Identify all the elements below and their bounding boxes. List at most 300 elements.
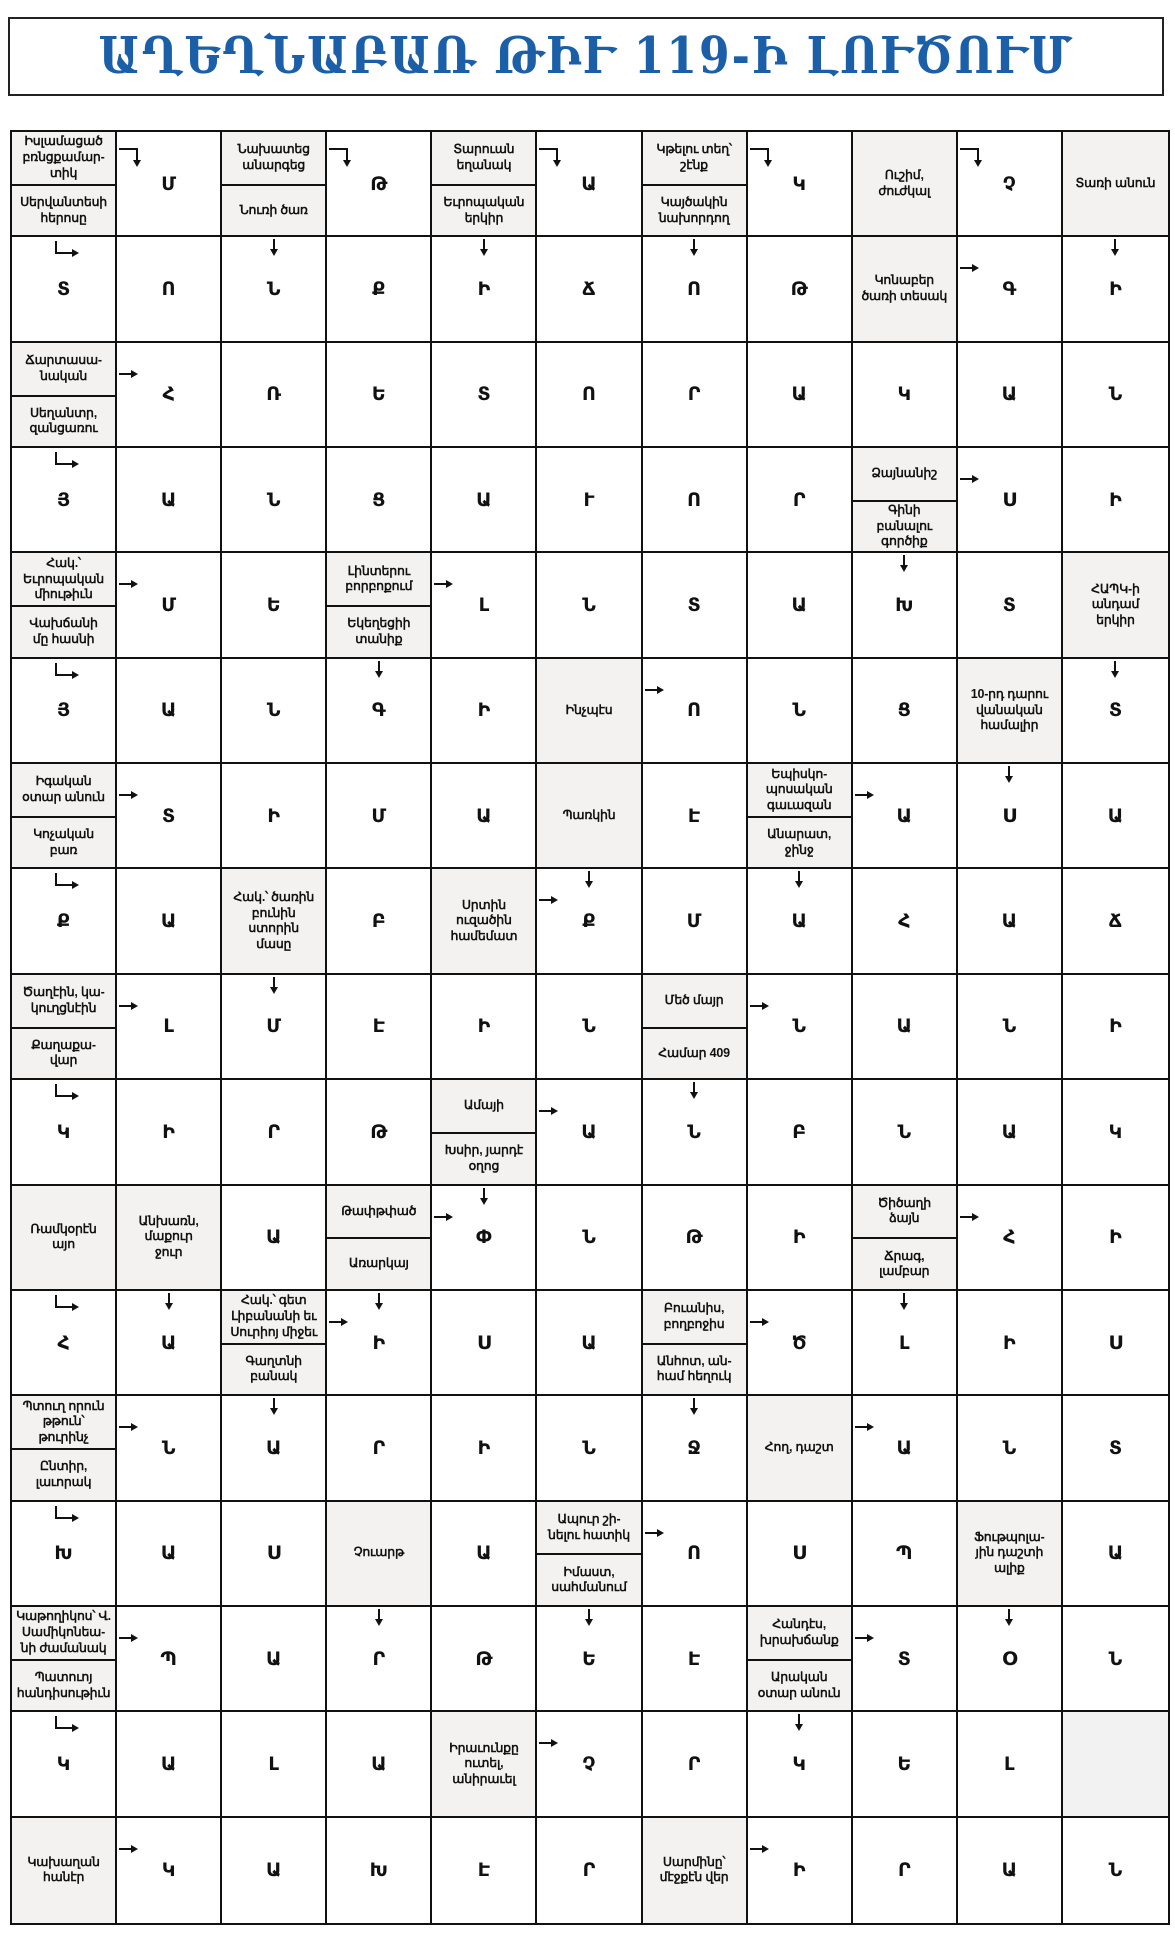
clue-cell <box>537 1502 642 1607</box>
answer-cell[interactable] <box>12 237 117 342</box>
answer-letter: Ն <box>582 1436 596 1459</box>
clue-cell <box>748 1607 853 1712</box>
answer-cell[interactable] <box>432 237 537 342</box>
clue-cell <box>643 132 748 237</box>
answer-cell[interactable] <box>432 1607 537 1712</box>
answer-letter: Ի <box>792 1859 806 1882</box>
answer-letter: Ն <box>266 699 281 722</box>
answer-cell[interactable] <box>327 975 432 1080</box>
answer-cell[interactable] <box>853 975 958 1080</box>
answer-cell[interactable] <box>748 553 853 658</box>
answer-cell[interactable] <box>327 1080 432 1185</box>
answer-letter: Ր <box>372 1436 386 1459</box>
answer-cell[interactable] <box>222 1712 327 1817</box>
answer-letter: Պ <box>896 1542 913 1565</box>
answer-cell[interactable] <box>117 659 222 764</box>
answer-cell[interactable] <box>748 1080 853 1185</box>
answer-letter: Ն <box>266 278 281 301</box>
title-banner <box>8 17 1164 96</box>
answer-cell[interactable] <box>12 1712 117 1817</box>
answer-letter: Ա <box>581 1331 597 1354</box>
answer-cell[interactable] <box>958 343 1063 448</box>
answer-letter: Ի <box>372 1331 386 1354</box>
answer-letter: Թ <box>790 278 808 301</box>
answer-cell[interactable] <box>537 132 642 237</box>
clue-text: Սեղանտր, զանցառու <box>12 395 115 446</box>
answer-cell[interactable] <box>432 659 537 764</box>
clue-cell <box>958 659 1063 764</box>
answer-letter: Ա <box>896 1015 912 1038</box>
answer-letter: Ի <box>1003 1331 1016 1354</box>
answer-cell[interactable] <box>643 1607 748 1712</box>
clue-cell <box>12 132 117 237</box>
answer-cell[interactable] <box>12 448 117 553</box>
answer-cell[interactable] <box>432 553 537 658</box>
clue-cell <box>643 975 748 1080</box>
answer-cell[interactable] <box>432 1502 537 1607</box>
answer-letter: Լ <box>898 1331 910 1354</box>
answer-letter: Ե <box>897 1752 912 1775</box>
answer-letter: Ի <box>1109 1015 1122 1038</box>
answer-cell[interactable] <box>853 1607 958 1712</box>
answer-cell[interactable] <box>222 553 327 658</box>
answer-cell[interactable] <box>117 237 222 342</box>
answer-cell[interactable] <box>117 869 222 974</box>
answer-cell[interactable] <box>748 448 853 553</box>
clue-text: Գինի բանալու գործիք <box>853 500 956 552</box>
answer-cell[interactable] <box>537 553 642 658</box>
answer-cell[interactable] <box>853 1396 958 1501</box>
answer-cell[interactable] <box>117 1502 222 1607</box>
answer-cell[interactable] <box>958 1818 1063 1923</box>
clue-cell <box>748 1396 853 1501</box>
answer-cell[interactable] <box>432 1291 537 1396</box>
answer-cell[interactable] <box>853 1291 958 1396</box>
clue-cell <box>12 553 117 658</box>
answer-cell[interactable] <box>117 1712 222 1817</box>
answer-cell[interactable] <box>537 975 642 1080</box>
answer-cell[interactable] <box>117 553 222 658</box>
answer-letter: Ի <box>1109 278 1122 301</box>
clue-text: Վախճանի մը հասնի <box>12 605 115 656</box>
answer-letter: Ն <box>1108 1859 1123 1882</box>
answer-letter: Ա <box>791 383 807 406</box>
clue-cell <box>222 869 327 974</box>
answer-cell[interactable] <box>1063 869 1168 974</box>
answer-letter: Ս <box>1002 804 1017 827</box>
clue-text: Եւրոպական երկիր <box>432 184 535 235</box>
answer-cell[interactable] <box>327 659 432 764</box>
answer-letter: Ե <box>582 1647 596 1670</box>
clue-text: Իսլամացած բռնցքամար- տիկ <box>12 132 115 184</box>
clue-text: Մեծ մայր <box>643 975 746 1027</box>
answer-letter: Ա <box>265 1647 282 1670</box>
answer-cell[interactable] <box>432 975 537 1080</box>
answer-cell[interactable] <box>327 237 432 342</box>
clue-text: Տառի անուն <box>1063 132 1168 235</box>
answer-cell[interactable] <box>748 659 853 764</box>
answer-cell[interactable] <box>117 1818 222 1923</box>
answer-letter: Ա <box>160 1752 177 1775</box>
answer-cell[interactable] <box>958 1291 1063 1396</box>
answer-cell[interactable] <box>222 1502 327 1607</box>
answer-cell[interactable] <box>537 1186 642 1291</box>
clue-text: 10-րդ դարու վանական համալիր <box>958 659 1061 762</box>
answer-cell[interactable] <box>1063 448 1168 553</box>
answer-cell[interactable] <box>327 1291 432 1396</box>
answer-cell[interactable] <box>958 1607 1063 1712</box>
answer-cell[interactable] <box>643 1502 748 1607</box>
answer-letter: Ի <box>477 278 491 301</box>
clue-text: Ընտիր, լաւորակ <box>12 1448 115 1499</box>
answer-cell[interactable] <box>1063 1502 1168 1607</box>
answer-letter: Ն <box>582 1226 596 1249</box>
clue-text: Կոնաբեր ծառի տեսակ <box>853 237 956 340</box>
answer-letter: Խ <box>54 1542 73 1565</box>
answer-cell[interactable] <box>222 1080 327 1185</box>
answer-cell[interactable] <box>222 448 327 553</box>
answer-cell[interactable] <box>222 237 327 342</box>
clue-text: Սրտին ուզածին համեմատ <box>432 869 535 972</box>
answer-cell[interactable] <box>958 132 1063 237</box>
answer-cell[interactable] <box>117 343 222 448</box>
answer-cell[interactable] <box>1063 237 1168 342</box>
clue-text: Եպիսկո- պոսական գաւազան <box>748 764 851 816</box>
answer-letter: Ա <box>265 1436 282 1459</box>
answer-cell[interactable] <box>853 553 958 658</box>
answer-letter: Ն <box>897 1120 912 1143</box>
answer-letter: Ա <box>160 1542 177 1565</box>
answer-letter: Ա <box>476 804 492 827</box>
answer-letter: Լ <box>163 1015 174 1038</box>
answer-letter: Ք <box>582 910 596 933</box>
answer-letter: Ք <box>372 278 386 301</box>
answer-cell[interactable] <box>643 343 748 448</box>
clue-text: Ծաղէին, կա- կուղցնէին <box>12 975 115 1027</box>
answer-cell[interactable] <box>1063 659 1168 764</box>
answer-cell[interactable] <box>537 237 642 342</box>
answer-letter: Ե <box>266 594 281 617</box>
answer-letter: Կ <box>897 383 912 406</box>
answer-cell[interactable] <box>327 1712 432 1817</box>
answer-letter: Պ <box>160 1647 177 1670</box>
clue-cell <box>12 343 117 448</box>
clue-text: Իգական օտար անուն <box>12 764 115 816</box>
answer-cell[interactable] <box>748 869 853 974</box>
answer-letter: Ծ <box>791 1331 807 1354</box>
answer-letter: Հ <box>162 383 175 406</box>
answer-cell[interactable] <box>117 448 222 553</box>
answer-cell[interactable] <box>958 1080 1063 1185</box>
answer-cell[interactable] <box>1063 1291 1168 1396</box>
answer-cell[interactable] <box>853 659 958 764</box>
answer-cell[interactable] <box>12 1291 117 1396</box>
answer-cell[interactable] <box>327 869 432 974</box>
answer-cell[interactable] <box>853 1712 958 1817</box>
answer-cell[interactable] <box>643 1080 748 1185</box>
clue-text: Տարուան եղանակ <box>432 132 535 184</box>
blank-cell <box>1063 1712 1168 1817</box>
answer-letter: Կ <box>792 172 806 195</box>
answer-letter: Ա <box>1107 804 1124 827</box>
answer-cell[interactable] <box>117 1291 222 1396</box>
clue-text: Ուշիմ, ժուժկալ <box>853 132 956 235</box>
clue-text: Նախատեց անարգեց <box>222 132 325 184</box>
answer-letter: Ճ <box>1108 910 1123 933</box>
answer-cell[interactable] <box>537 1396 642 1501</box>
answer-letter: Ա <box>581 172 597 195</box>
clue-text: Կաթողիկոս՝ Վ. Սամիկոնեա- նի ժամանակ <box>12 1607 115 1659</box>
clue-text: Ճարտասա- նական <box>12 343 115 395</box>
clue-cell <box>12 1818 117 1923</box>
clue-text: Բուանիս, բողբոջիս <box>643 1291 746 1343</box>
answer-cell[interactable] <box>643 764 748 869</box>
answer-cell[interactable] <box>432 343 537 448</box>
answer-cell[interactable] <box>748 1291 853 1396</box>
clue-text: Կթելու տեղ՝ շէնք <box>643 132 746 184</box>
answer-cell[interactable] <box>1063 764 1168 869</box>
answer-cell[interactable] <box>432 764 537 869</box>
answer-letter: Ն <box>582 1015 596 1038</box>
answer-cell[interactable] <box>643 448 748 553</box>
clue-text: Հակ.՝ գետ Լիբանանի եւ Սուրիոյ միջեւ <box>222 1291 325 1343</box>
answer-cell[interactable] <box>222 659 327 764</box>
answer-letter: Ս <box>476 1331 491 1354</box>
clue-cell <box>537 659 642 764</box>
answer-cell[interactable] <box>643 1186 748 1291</box>
answer-cell[interactable] <box>12 869 117 974</box>
answer-letter: Ո <box>582 383 596 406</box>
answer-cell[interactable] <box>958 764 1063 869</box>
answer-cell[interactable] <box>1063 975 1168 1080</box>
answer-letter: Ա <box>160 488 177 511</box>
answer-letter: Ճ <box>582 278 596 301</box>
answer-cell[interactable] <box>222 764 327 869</box>
answer-cell[interactable] <box>643 1712 748 1817</box>
answer-cell[interactable] <box>1063 1396 1168 1501</box>
answer-cell[interactable] <box>643 553 748 658</box>
answer-letter: Ո <box>687 488 702 511</box>
answer-cell[interactable] <box>117 1607 222 1712</box>
clue-cell <box>1063 553 1168 658</box>
answer-cell[interactable] <box>748 1712 853 1817</box>
answer-cell[interactable] <box>327 1396 432 1501</box>
answer-cell[interactable] <box>1063 1607 1168 1712</box>
answer-letter: Ր <box>372 1647 386 1670</box>
answer-letter: Ի <box>162 1120 175 1143</box>
answer-cell[interactable] <box>117 132 222 237</box>
answer-cell[interactable] <box>537 1607 642 1712</box>
answer-letter: Ա <box>160 910 177 933</box>
answer-cell[interactable] <box>853 343 958 448</box>
answer-cell[interactable] <box>853 764 958 869</box>
clue-cell <box>748 764 853 869</box>
clue-cell <box>853 237 958 342</box>
answer-cell[interactable] <box>958 448 1063 553</box>
answer-letter: Մ <box>371 804 387 827</box>
answer-letter: Ի <box>1109 1226 1122 1249</box>
answer-cell[interactable] <box>537 869 642 974</box>
answer-letter: Չ <box>1002 172 1016 195</box>
clue-text: Անհոտ, ան- համ հեղուկ <box>643 1343 746 1395</box>
clue-text: Ապուր շի- նելու հատիկ <box>537 1502 640 1554</box>
answer-letter: Ա <box>896 1436 912 1459</box>
answer-cell[interactable] <box>222 975 327 1080</box>
answer-letter: Կ <box>792 1752 806 1775</box>
answer-letter: Տ <box>687 594 701 617</box>
answer-letter: Ն <box>1002 1015 1017 1038</box>
answer-letter: Ա <box>1001 910 1018 933</box>
clue-text: Արական օտար անուն <box>748 1659 851 1710</box>
clue-cell <box>117 1186 222 1291</box>
answer-letter: Մ <box>686 910 702 933</box>
clue-cell <box>12 764 117 869</box>
answer-cell[interactable] <box>432 1186 537 1291</box>
answer-letter: Ա <box>1001 1859 1018 1882</box>
answer-cell[interactable] <box>748 1502 853 1607</box>
answer-cell[interactable] <box>853 869 958 974</box>
clue-text: Իրաւունքը ուտել, անիրաւել <box>432 1712 535 1815</box>
answer-letter: Ա <box>371 1752 387 1775</box>
answer-letter: Լ <box>268 1752 280 1775</box>
answer-cell[interactable] <box>117 1396 222 1501</box>
clue-text: Չուարթ <box>327 1502 430 1605</box>
answer-cell[interactable] <box>432 1818 537 1923</box>
answer-cell[interactable] <box>117 764 222 869</box>
clue-cell <box>853 448 958 553</box>
answer-letter: Ա <box>265 1226 282 1249</box>
answer-cell[interactable] <box>643 659 748 764</box>
answer-cell[interactable] <box>12 659 117 764</box>
answer-cell[interactable] <box>327 132 432 237</box>
answer-letter: Թ <box>475 1647 493 1670</box>
answer-letter: Տ <box>56 278 71 301</box>
answer-cell[interactable] <box>853 1502 958 1607</box>
answer-letter: Կ <box>56 1120 71 1143</box>
answer-cell[interactable] <box>643 1396 748 1501</box>
answer-cell[interactable] <box>958 975 1063 1080</box>
answer-letter: Բ <box>792 1120 807 1143</box>
answer-cell[interactable] <box>853 1080 958 1185</box>
answer-cell[interactable] <box>222 1396 327 1501</box>
answer-cell[interactable] <box>537 1818 642 1923</box>
answer-letter: Ն <box>687 1120 701 1143</box>
answer-cell[interactable] <box>958 553 1063 658</box>
answer-cell[interactable] <box>958 237 1063 342</box>
clue-cell <box>327 1502 432 1607</box>
answer-cell[interactable] <box>432 448 537 553</box>
answer-cell[interactable] <box>222 343 327 448</box>
answer-cell[interactable] <box>327 1818 432 1923</box>
answer-cell[interactable] <box>748 343 853 448</box>
answer-letter: Ի <box>477 1015 491 1038</box>
answer-cell[interactable] <box>327 448 432 553</box>
answer-cell[interactable] <box>12 1502 117 1607</box>
answer-letter: Կ <box>161 1859 176 1882</box>
answer-letter: Գ <box>1002 278 1017 301</box>
answer-cell[interactable] <box>222 1607 327 1712</box>
answer-letter: Ւ <box>583 488 595 511</box>
clue-text: Կայծակին նախորդող <box>643 184 746 235</box>
answer-letter: Ո <box>687 278 702 301</box>
answer-cell[interactable] <box>537 1291 642 1396</box>
answer-cell[interactable] <box>748 237 853 342</box>
answer-cell[interactable] <box>1063 343 1168 448</box>
answer-cell[interactable] <box>327 343 432 448</box>
clue-text: Գաղտնի բանակ <box>222 1343 325 1395</box>
clue-cell <box>853 132 958 237</box>
answer-cell[interactable] <box>537 343 642 448</box>
answer-letter: Ր <box>897 1859 911 1882</box>
answer-cell[interactable] <box>537 448 642 553</box>
clue-text: Պատուոյ հանդիսութիւն <box>12 1659 115 1710</box>
answer-cell[interactable] <box>853 1818 958 1923</box>
answer-letter: Ա <box>1001 1120 1018 1143</box>
answer-cell[interactable] <box>1063 1818 1168 1923</box>
answer-cell[interactable] <box>117 975 222 1080</box>
answer-cell[interactable] <box>748 132 853 237</box>
answer-letter: Մ <box>161 594 177 617</box>
answer-cell[interactable] <box>432 1396 537 1501</box>
answer-letter: Ց <box>372 488 386 511</box>
answer-letter: Ո <box>161 278 176 301</box>
answer-cell[interactable] <box>222 1186 327 1291</box>
answer-letter: Թ <box>370 1120 388 1143</box>
answer-letter: Տ <box>1108 699 1123 722</box>
answer-cell[interactable] <box>958 1186 1063 1291</box>
clue-cell <box>958 1502 1063 1607</box>
answer-cell[interactable] <box>643 869 748 974</box>
answer-cell[interactable] <box>327 764 432 869</box>
answer-letter: Ի <box>1109 488 1122 511</box>
answer-cell[interactable] <box>1063 1186 1168 1291</box>
answer-cell[interactable] <box>537 1080 642 1185</box>
clue-cell <box>222 1291 327 1396</box>
clue-cell <box>432 132 537 237</box>
answer-cell[interactable] <box>537 1712 642 1817</box>
answer-letter: Ա <box>476 488 492 511</box>
answer-letter: Ա <box>896 804 912 827</box>
clue-cell <box>222 132 327 237</box>
clue-text: Ձայնանիշ <box>853 448 956 500</box>
answer-letter: Ն <box>1108 383 1123 406</box>
answer-cell[interactable] <box>958 1712 1063 1817</box>
answer-letter: Ց <box>897 699 911 722</box>
clue-text: Նուռի ծառ <box>222 184 325 235</box>
answer-cell[interactable] <box>748 1818 853 1923</box>
answer-letter: Է <box>477 1859 491 1882</box>
answer-cell[interactable] <box>748 1186 853 1291</box>
answer-letter: Ս <box>1108 1331 1123 1354</box>
answer-letter: Ն <box>1002 1436 1017 1459</box>
answer-cell[interactable] <box>958 1396 1063 1501</box>
answer-cell[interactable] <box>1063 1080 1168 1185</box>
answer-letter: Յ <box>56 699 71 722</box>
clue-cell <box>432 1080 537 1185</box>
answer-cell[interactable] <box>117 1080 222 1185</box>
answer-letter: Ն <box>792 699 806 722</box>
answer-cell[interactable] <box>327 1607 432 1712</box>
clue-text: Կոչական բառ <box>12 816 115 868</box>
answer-cell[interactable] <box>748 975 853 1080</box>
answer-letter: Գ <box>371 699 386 722</box>
answer-letter: Է <box>687 804 701 827</box>
answer-letter: Ի <box>792 1226 806 1249</box>
answer-cell[interactable] <box>958 869 1063 974</box>
answer-cell[interactable] <box>643 237 748 342</box>
answer-cell[interactable] <box>12 1080 117 1185</box>
answer-cell[interactable] <box>222 1818 327 1923</box>
